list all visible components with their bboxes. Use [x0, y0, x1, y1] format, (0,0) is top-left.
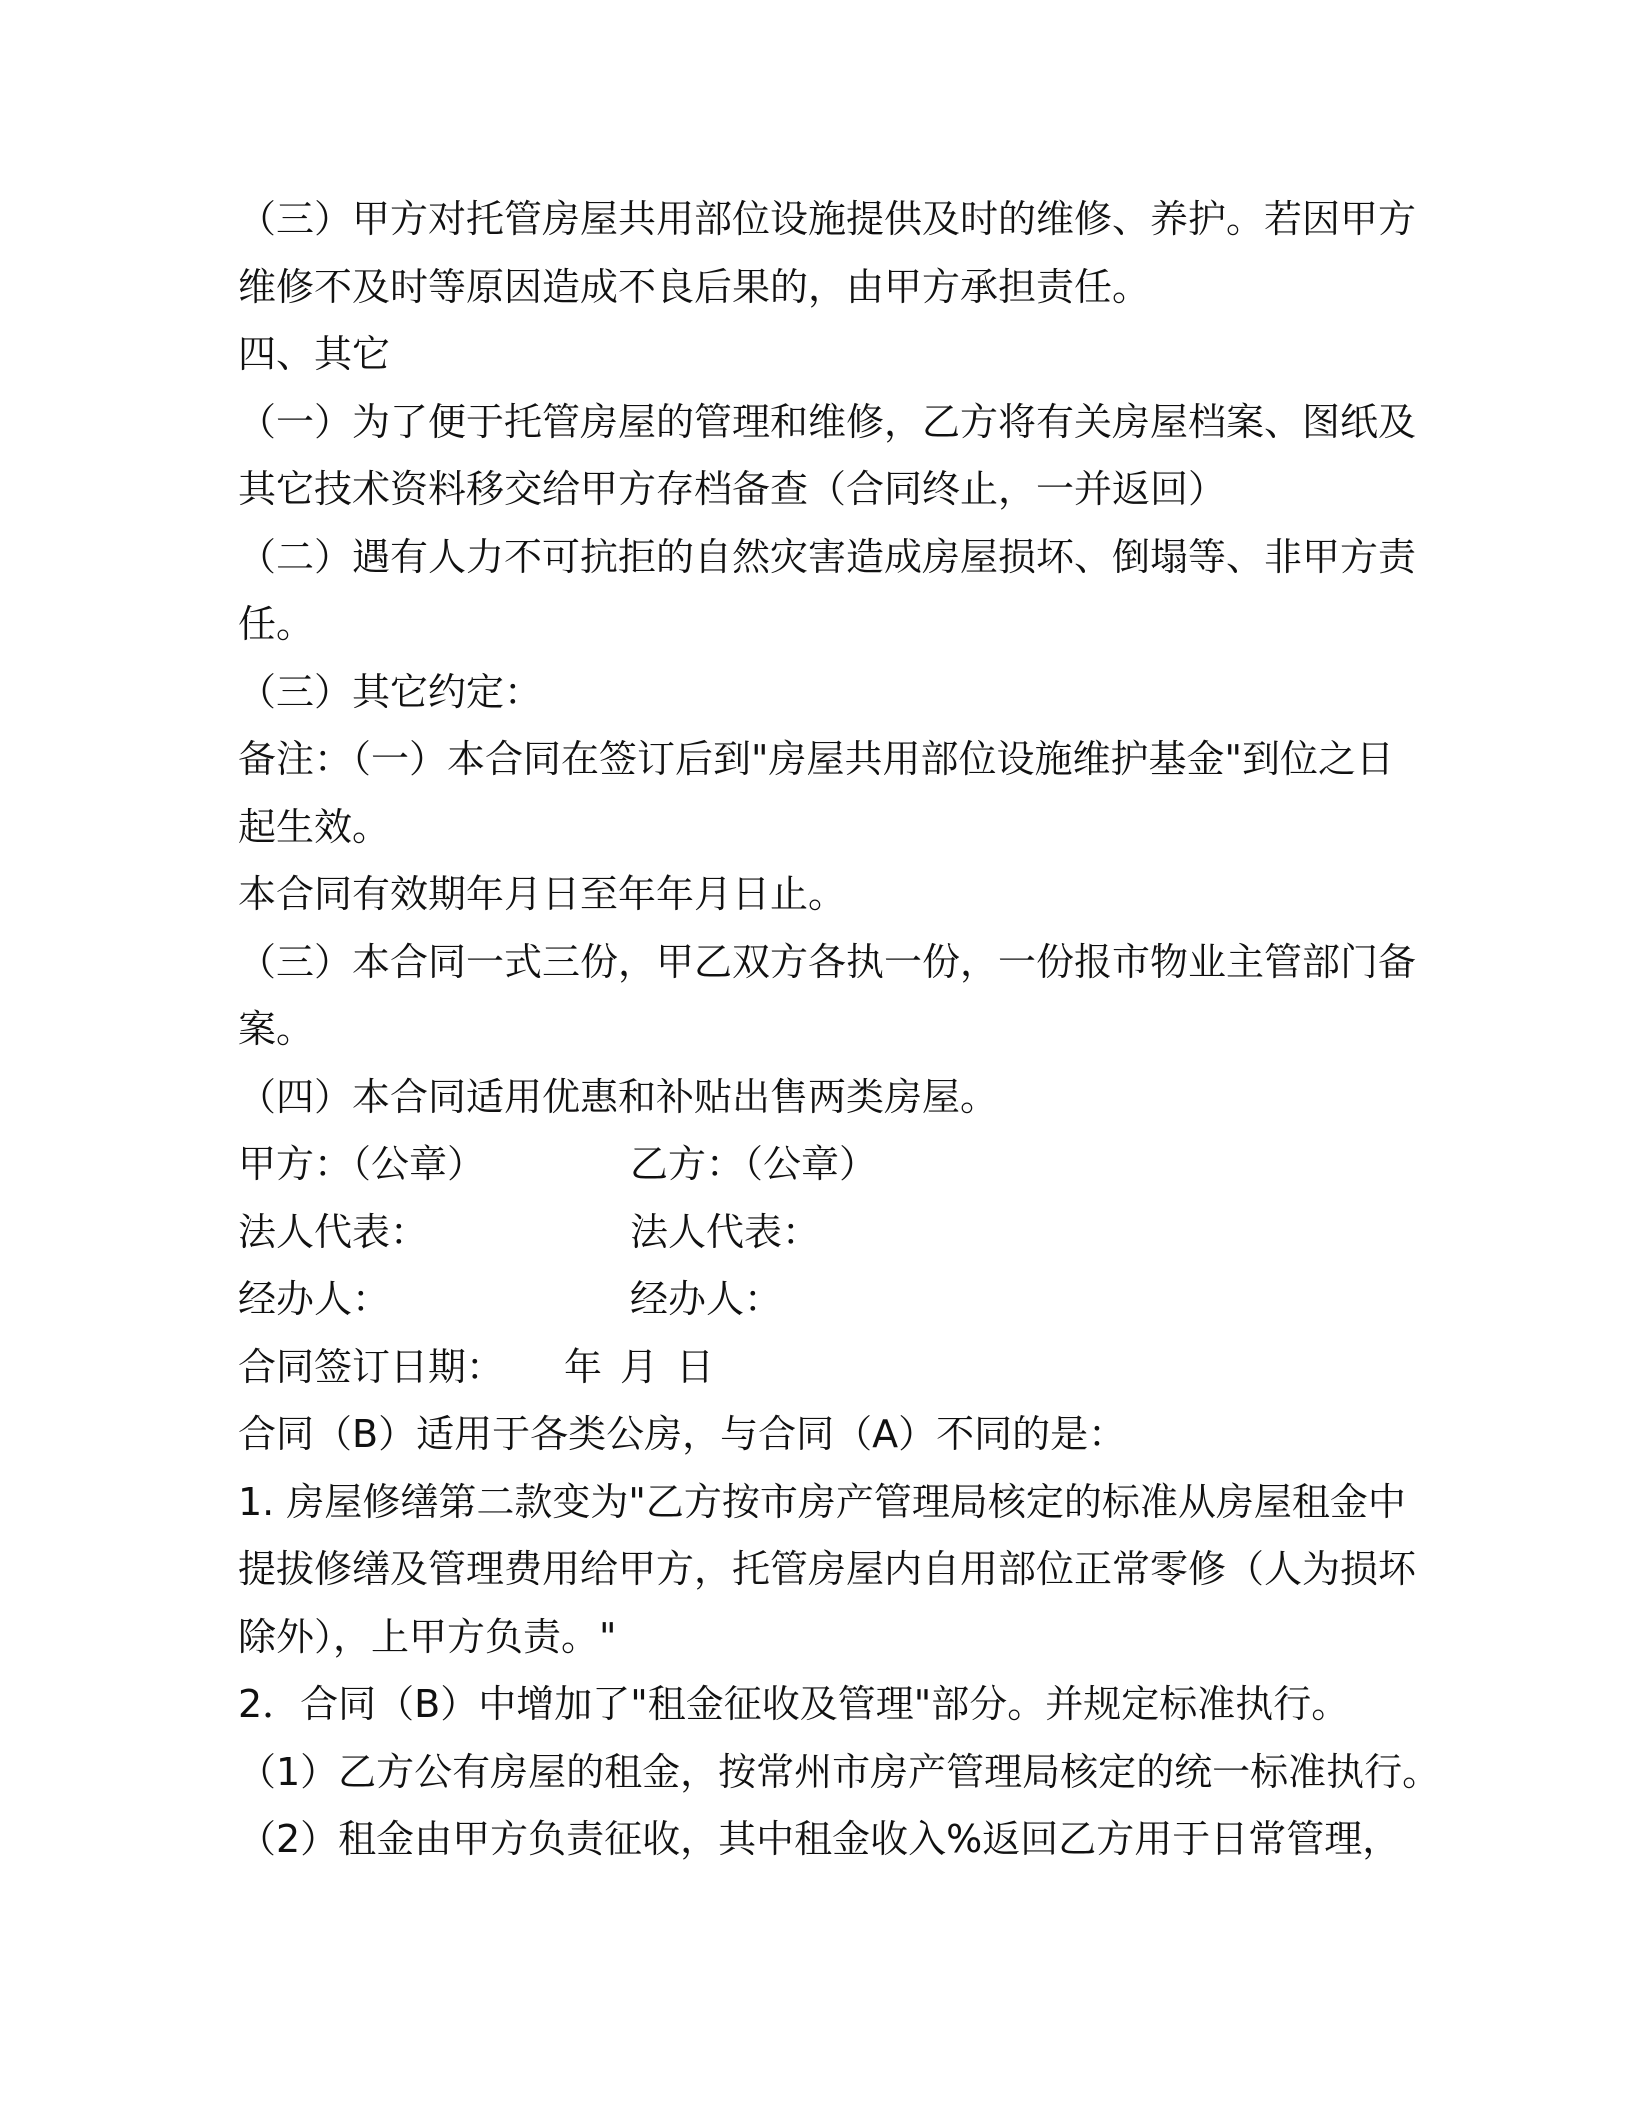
signing-date-label: 合同签订日期： [238, 1344, 505, 1389]
document-page [238, 186, 1441, 1874]
party-a-handler-label: 经办人： [238, 1277, 391, 1321]
signature-row [238, 1199, 1398, 1267]
party-b-seal-label: 乙方：（公章） [630, 1142, 878, 1186]
section-heading: 四、其它 [238, 332, 391, 376]
text-line: 案。 [238, 1007, 315, 1051]
text-line: 合同（B）适用于各类公房，与合同（A）不同的是： [238, 1412, 1127, 1456]
text-line: 1. 房屋修缮第二款变为"乙方按市房产管理局核定的标准从房屋租金中 [238, 1479, 1406, 1524]
text-line: 其它技术资料移交给甲方存档备查（合同终止，一并返回） [238, 467, 1227, 511]
party-b-handler-label: 经办人： [630, 1277, 783, 1321]
text-line: 本合同有效期年月日至年年月日止。 [238, 872, 847, 916]
text-line: （1）乙方公有房屋的租金，按常州市房产管理局核定的统一标准执行。 [238, 1749, 1441, 1794]
date-day: 日 [676, 1344, 715, 1389]
text-line: （三）其它约定： [238, 669, 543, 714]
text-line: （二）遇有人力不可抗拒的自然灾害造成房屋损坏、倒塌等、非甲方责 [238, 534, 1417, 579]
text-line: （2）租金由甲方负责征收，其中租金收入%返回乙方用于日常管理， [238, 1817, 1401, 1861]
text-line: 任。 [238, 602, 315, 646]
text-line: 起生效。 [238, 804, 391, 849]
text-line: （三）本合同一式三份，甲乙双方各执一份，一份报市物业主管部门备 [238, 939, 1417, 984]
text-line: 除外），上甲方负责。" [238, 1614, 617, 1659]
party-a-legal-rep-label: 法人代表： [238, 1209, 429, 1254]
party-b-legal-rep-label: 法人代表： [630, 1209, 821, 1254]
text-line: （三）甲方对托管房屋共用部位设施提供及时的维修、养护。若因甲方 [238, 197, 1417, 241]
date-month: 月 [620, 1344, 659, 1389]
text-line: 2．合同（B）中增加了"租金征收及管理"部分。并规定标准执行。 [238, 1682, 1350, 1726]
text-line: （一）为了便于托管房屋的管理和维修，乙方将有关房屋档案、图纸及 [238, 399, 1417, 444]
text-line: 维修不及时等原因造成不良后果的，由甲方承担责任。 [238, 264, 1151, 309]
date-year: 年 [564, 1344, 603, 1389]
party-a-seal-label: 甲方：（公章） [238, 1142, 486, 1186]
signature-row [238, 1131, 1398, 1199]
signature-row [238, 1266, 1398, 1334]
text-line: 备注：（一）本合同在签订后到"房屋共用部位设施维护基金"到位之日 [238, 737, 1394, 781]
text-line: （四）本合同适用优惠和补贴出售两类房屋。 [238, 1074, 999, 1119]
text-line: 提拔修缮及管理费用给甲方，托管房屋内自用部位正常零修（人为损坏 [238, 1547, 1417, 1591]
signing-date-line [238, 1334, 1398, 1402]
